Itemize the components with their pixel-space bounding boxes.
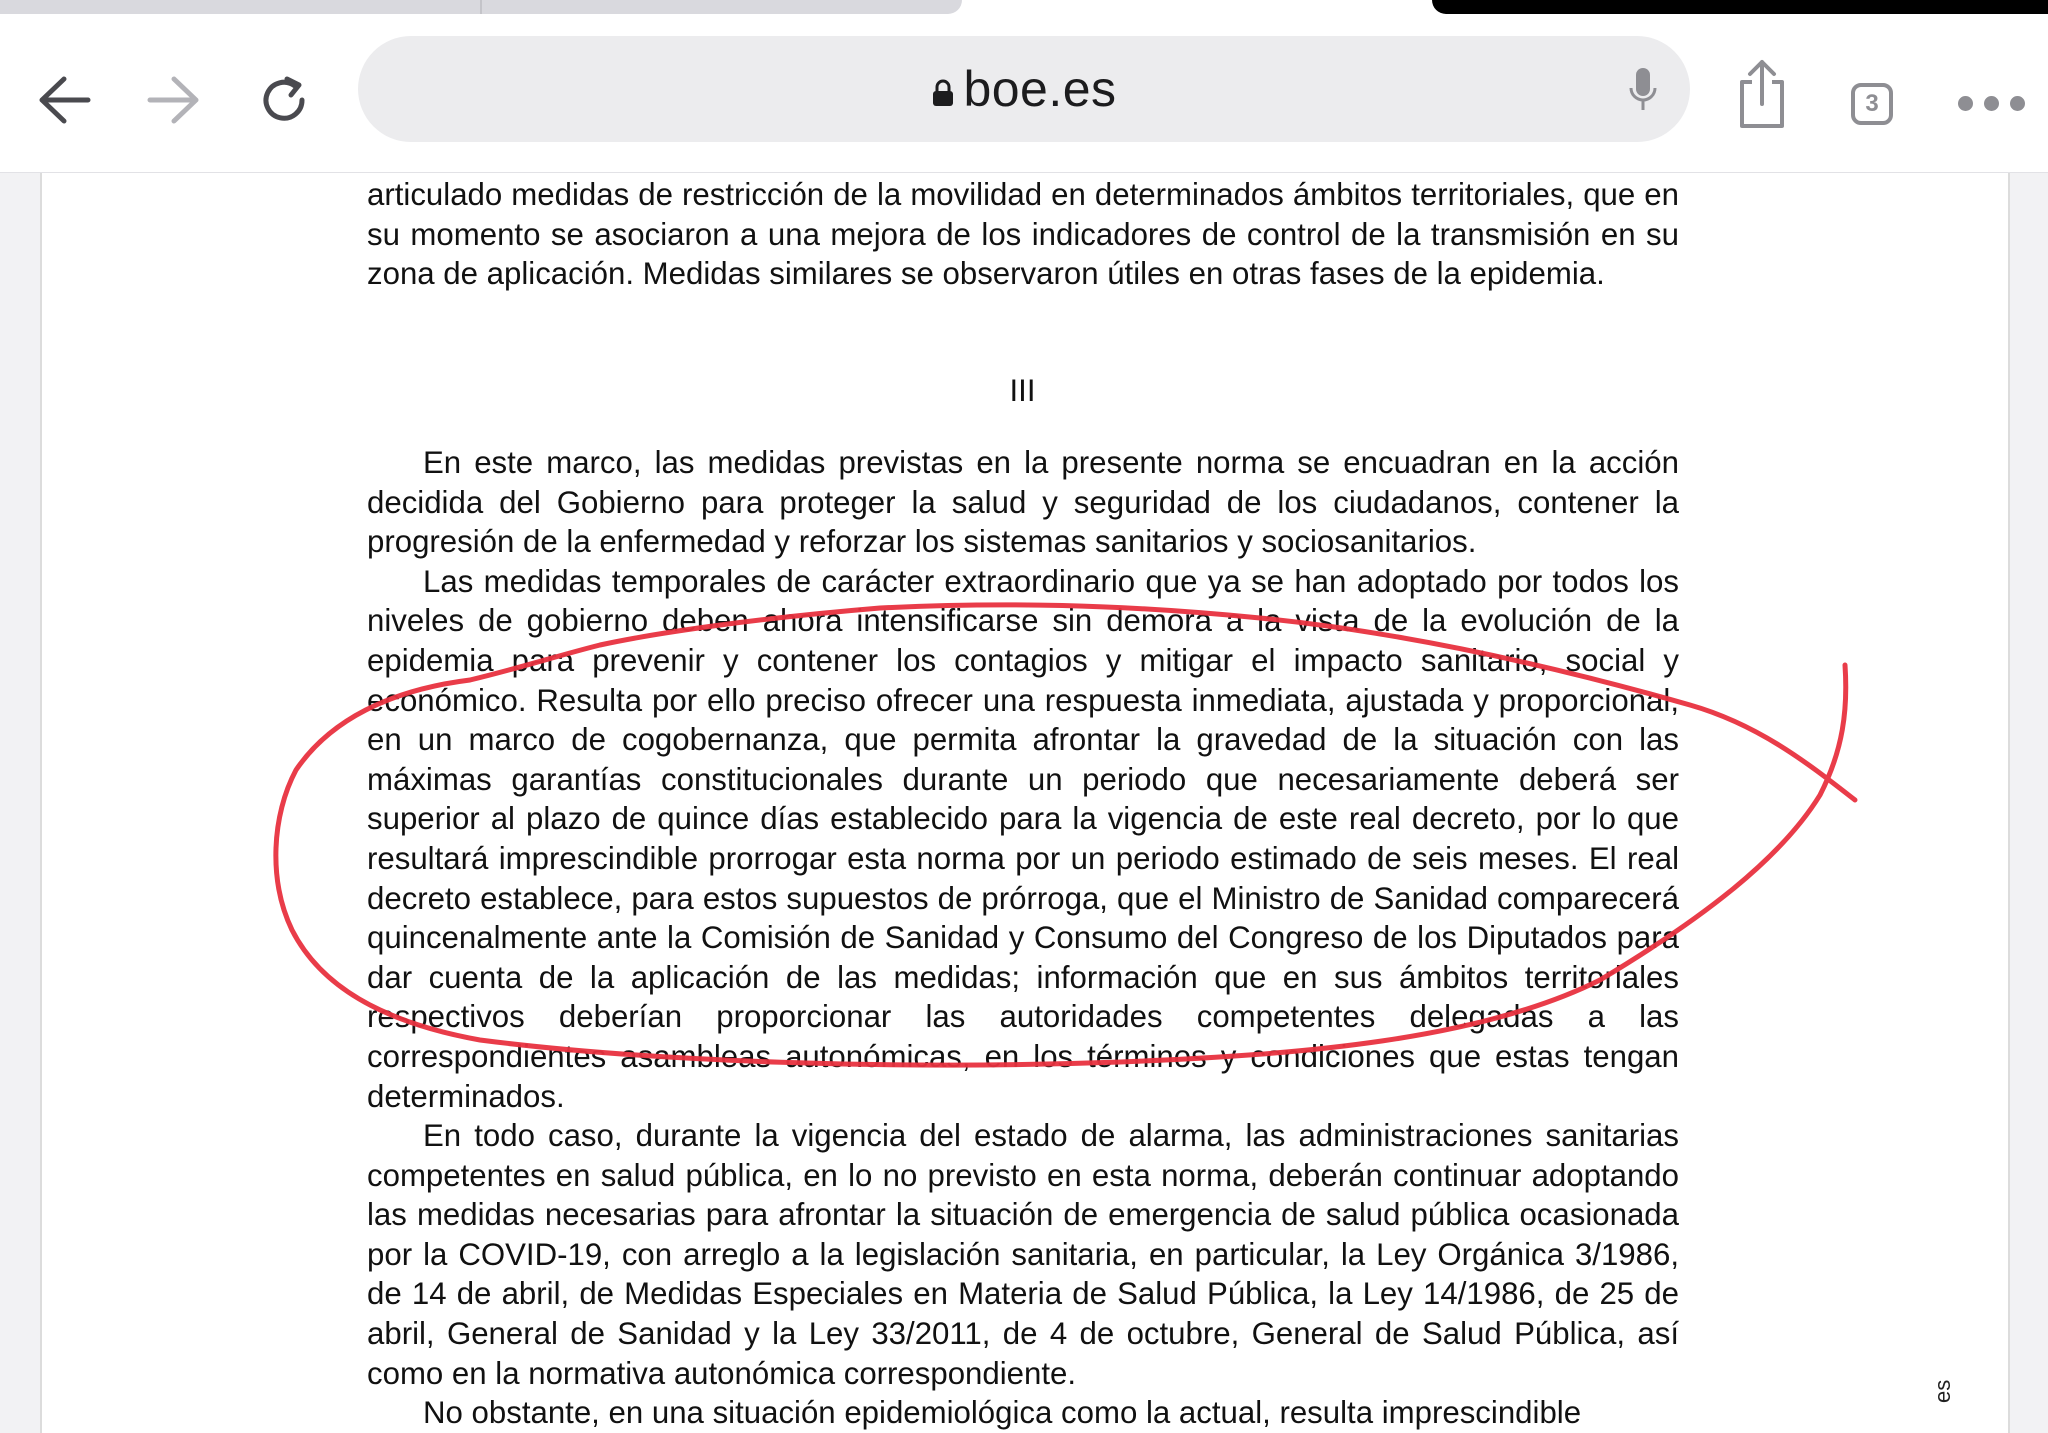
back-arrow-icon [36, 75, 92, 125]
address-bar[interactable] [358, 36, 1690, 142]
document-text-main [367, 443, 1679, 1433]
forward-button[interactable] [134, 60, 214, 140]
lock-icon [931, 78, 955, 108]
share-icon[interactable] [1732, 56, 1792, 132]
section-number: III [1009, 373, 1036, 408]
paragraph-4: No obstante, en una situación epidemiológica como la actual, resulta imprescindible [423, 1395, 1582, 1431]
tabs-button[interactable] [1851, 83, 1893, 125]
url-text: boe.es [963, 61, 1117, 117]
browser-toolbar [0, 16, 2048, 173]
tab-count: 3 [1865, 90, 1879, 117]
active-tab[interactable] [1432, 0, 2048, 14]
reload-button[interactable] [244, 60, 324, 140]
paragraph-3: En todo caso, durante la vigencia del estado de alarma, las administraciones sanitarias competentes en salud pública, en lo no previsto en esta norma, deberán continuar adoptando las medidas necesarias para afrontar la situación de emergencia de salud pública ocasionada por la COVID-19, con arreglo a la legislación sanitaria, en particular, la Ley Orgánica 3/1986, de 14 de abril, de Medidas Especiales en Materia de Salud Pública, la Ley 14/1986, de 25 de abril, General de Sanidad y la Ley 33/2011, de 4 de octubre, General de Salud Pública, así como en la normativa autonómica correspondiente. [367, 1118, 1679, 1391]
document-text-top [367, 175, 1679, 294]
paragraph-top: articulado medidas de restricción de la movilidad en determinados ámbitos territoriales, que en su momento se asociaron a una mejora de los indicadores de control de la transmisión en su zona de aplicación. Medidas similares se observaron útiles en otras fases de la epidemia. [367, 177, 1679, 292]
page-viewport[interactable] [0, 173, 2048, 1433]
side-margin-mark: es [1930, 1379, 1955, 1403]
paragraph-1: En este marco, las medidas previstas en la presente norma se encuadran en la acción decidida del Gobierno para proteger la salud y seguridad de los ciudadanos, contener la progresión de la enfermedad y reforzar los sistemas sanitarios y sociosanitarios. [367, 445, 1679, 560]
back-button[interactable] [24, 60, 104, 140]
reload-icon [257, 73, 311, 127]
microphone-icon[interactable] [1628, 66, 1658, 114]
tab-strip [0, 0, 2048, 16]
more-dots-icon[interactable] [1952, 86, 2032, 122]
forward-arrow-icon [146, 75, 202, 125]
inactive-tab[interactable] [0, 0, 962, 14]
paragraph-2: Las medidas temporales de carácter extraordinario que ya se han adoptado por todos los niveles de gobierno deben ahora intensificarse sin demora a la vista de la evolución de la epidemia para prevenir y contener los contagios y mitigar el impacto sanitario, social y económico. Resulta por ello preciso ofrecer una respuesta inmediata, ajustada y proporcional, en un marco de cogobernanza, que permita afrontar la gravedad de la situación con las máximas garantías constitucionales durante un periodo que necesariamente deberá ser superior al plazo de quince días establecido para la vigencia de este real decreto, por lo que resultará imprescindible prorrogar esta norma por un periodo estimado de seis meses. El real decreto establece, para estos supuestos de prórroga, que el Ministro de Sanidad comparecerá quincenalmente ante la Comisión de Sanidad y Consumo del Congreso de los Diputados para dar cuenta de la aplicación de las medidas; información que en sus ámbitos territoriales respectivos deberían proporcionar las autoridades competentes delegadas a las correspondientes asambleas autonómicas, en los términos y condiciones que estas tengan determinados. [367, 563, 1679, 1114]
